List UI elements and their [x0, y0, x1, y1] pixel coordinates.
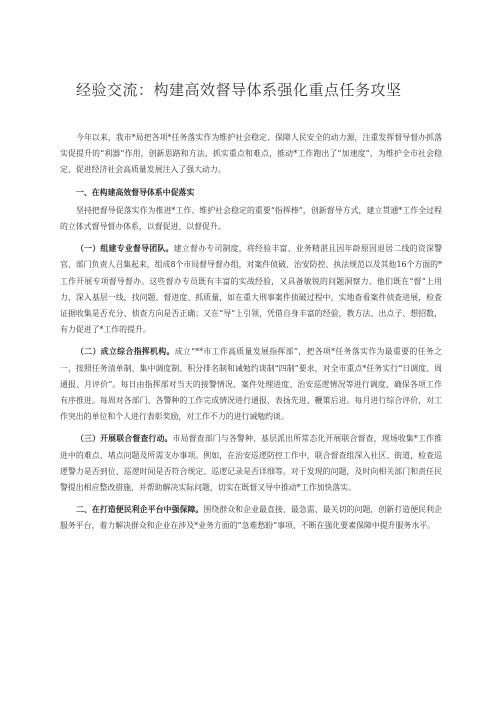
item-2-label: （二）成立综合指挥机构。	[76, 347, 175, 357]
item-2-text: 成立“**市工作高质量发展指挥部”，把各项*任务落实作为最重要的任务之一，按照任务清单制、集中调度制、积分排名制和诫勉约谈制“四制”要求，对全市重点*任务实行“日调度、周通报、月评价”。每日由指挥部对当天的接警情况、案件处理进度、治安巡逻情况等进行调度，确保各项工作有序推进。每周对各部门、各警种的工作完成情况进行通报，表扬先进、鞭策后进。每月进行综合评价，对工作突出的单位和个人进行表彰奖励，对工作不力的进行诫勉约谈。	[60, 347, 442, 422]
section-2-heading: 二、在打造便民利企平台中强保障。	[76, 505, 204, 515]
item-3-text: 市局督查部门与各警种、基层派出所常态化开展联合督查，现场收集*工作推进中的难点、堵点问题及所需支办事项。例如，在治安巡逻防控工作中，联合督查组深入社区、街道，检查巡逻警力是否到位、巡逻时间是否符合规定、巡逻记录是否详细等。对于发现的问题，及时向相关部门和责任民警提出相应整改措施，并帮助解决实际问题，切实在既督又导中推动*工作加快落实。	[60, 434, 442, 493]
section-1-item-3	[60, 431, 442, 496]
item-3-label: （三）开展联合督查行动。	[76, 434, 173, 444]
section-1-heading: 一、在构建高效督导体系中促落实	[76, 187, 195, 197]
item-1-text: 建立督办专司制度，将经验丰富、业务精湛且因年龄原因退居二线的资深警官、部门负责人召集起来，组成8个市局督导督办组，对案件侦破、治安防控、执法规范以及其他16个方面的*工作开展专项督导督办。这些督办专员既有丰富的实战经验，又具备敏锐的问题洞察力。他们既在“督”上用力，深入基层一线，找问题、督进度、抓质量，如在重大刑事案件侦破过程中，实地查看案件侦查进展，检查证据收集是否充分、侦查方向是否正确；又在“导”上引领，凭借自身丰富的经验，教方法、出点子、想招数，有力促进了*工作的提升。	[60, 244, 442, 335]
section-1-item-1	[60, 241, 442, 338]
section-2-text: 围绕群众和企业最直接、最急需、最关切的问题，创新打造便民利企服务平台，着力解决群众和企业在涉及*业务方面的“急难愁盼”事项，不断在强化要素保障中提升服务水平。	[60, 505, 442, 531]
section-2-paragraph	[60, 502, 442, 534]
item-1-label: （一）组建专业督导团队。	[76, 244, 174, 254]
intro-paragraph: 今年以来，我市*局把各项*任务落实作为维护社会稳定、保障人民安全的动力源，注重发挥督导督办抓落实促提升的“利器”作用，创新思路和方法，抓实重点和难点，推动*工作跑出了“加速度”，为维护全市社会稳定、促进经济社会高质量发展注入了强大动力。	[60, 133, 442, 175]
section-1-lead: 坚持把督导促落实作为推进*工作、维护社会稳定的重要“指挥棒”，创新督导方式，建立贯通*工作全过程的立体式督导督办体系，以督促进、以督促升。	[60, 205, 442, 232]
document-body	[60, 130, 442, 541]
section-1-item-2	[60, 344, 442, 425]
document-title: 经验交流：构建高效督导体系强化重点任务攻坚	[76, 81, 402, 99]
